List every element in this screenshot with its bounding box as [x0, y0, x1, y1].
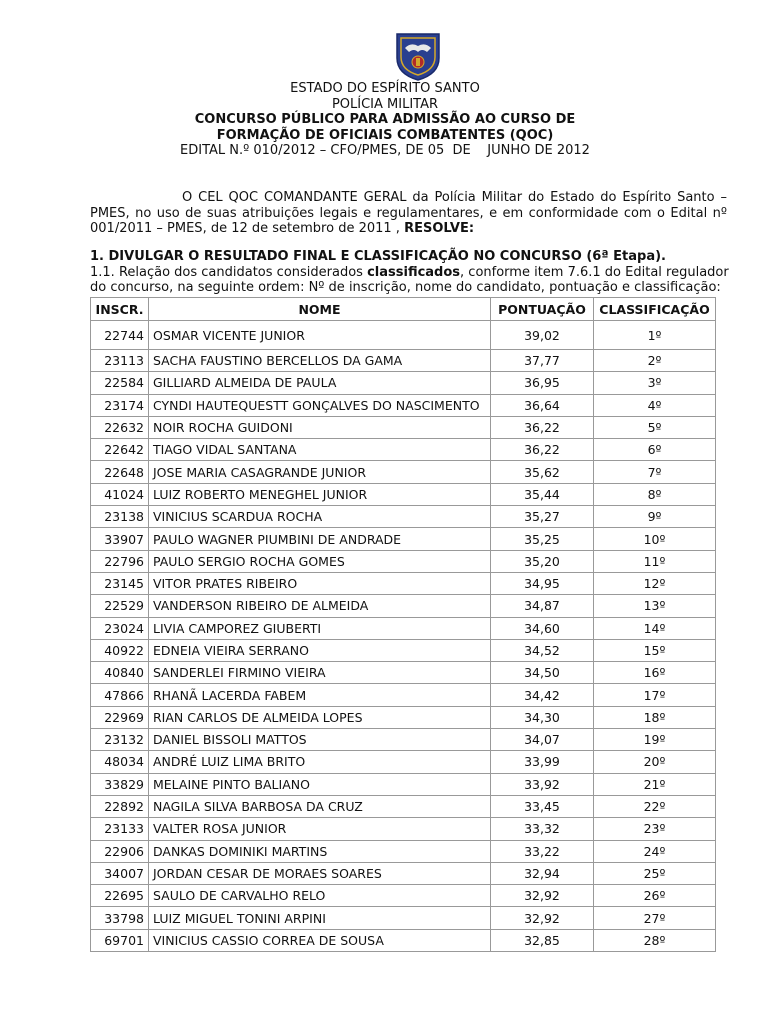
table-row: [91, 572, 716, 594]
cell-nome: GILLIARD ALMEIDA DE PAULA: [149, 372, 491, 394]
policia-militar-seal-icon: [393, 30, 443, 82]
cell-classificacao: 7º: [594, 461, 716, 483]
cell-classificacao: 6º: [594, 439, 716, 461]
table-row: [91, 907, 716, 929]
cell-nome: PAULO WAGNER PIUMBINI DE ANDRADE: [149, 528, 491, 550]
cell-inscr: 22648: [91, 461, 149, 483]
cell-inscr: 41024: [91, 483, 149, 505]
cell-nome: VINICIUS SCARDUA ROCHA: [149, 506, 491, 528]
cell-nome: NOIR ROCHA GUIDONI: [149, 416, 491, 438]
cell-classificacao: 15º: [594, 639, 716, 661]
table-row: [91, 706, 716, 728]
cell-pontuacao: 32,94: [491, 862, 594, 884]
sub-bold: classificados: [367, 265, 461, 280]
cell-inscr: 40840: [91, 662, 149, 684]
table-row: [91, 350, 716, 372]
table-row: [91, 483, 716, 505]
table-row: [91, 321, 716, 350]
intro-paragraph: [90, 190, 727, 237]
col-header-nome: NOME: [149, 298, 491, 321]
cell-nome: JOSE MARIA CASAGRANDE JUNIOR: [149, 461, 491, 483]
cell-classificacao: 10º: [594, 528, 716, 550]
intro-resolve: RESOLVE:: [404, 221, 475, 236]
cell-pontuacao: 36,22: [491, 416, 594, 438]
cell-inscr: 22695: [91, 885, 149, 907]
cell-nome: EDNEIA VIEIRA SERRANO: [149, 639, 491, 661]
cell-pontuacao: 32,85: [491, 929, 594, 951]
col-header-classificacao: CLASSIFICAÇÃO: [594, 298, 716, 321]
cell-nome: OSMAR VICENTE JUNIOR: [149, 321, 491, 350]
cell-nome: LUIZ MIGUEL TONINI ARPINI: [149, 907, 491, 929]
cell-classificacao: 27º: [594, 907, 716, 929]
cell-classificacao: 11º: [594, 550, 716, 572]
cell-classificacao: 18º: [594, 706, 716, 728]
section-title: 1. DIVULGAR O RESULTADO FINAL E CLASSIFICAÇÃO NO CONCURSO (6ª Etapa).: [90, 249, 666, 264]
table-row: [91, 506, 716, 528]
cell-nome: SACHA FAUSTINO BERCELLOS DA GAMA: [149, 350, 491, 372]
cell-inscr: 23174: [91, 394, 149, 416]
table-row: [91, 528, 716, 550]
cell-classificacao: 4º: [594, 394, 716, 416]
cell-inscr: 22642: [91, 439, 149, 461]
sub-before: 1.1. Relação dos candidatos considerados: [90, 265, 363, 280]
cell-inscr: 34007: [91, 862, 149, 884]
cell-inscr: 23113: [91, 350, 149, 372]
cell-classificacao: 26º: [594, 885, 716, 907]
header-contest-title: CONCURSO PÚBLICO PARA ADMISSÃO AO CURSO DE: [194, 112, 576, 127]
table-row: [91, 773, 716, 795]
cell-inscr: 23133: [91, 818, 149, 840]
cell-classificacao: 12º: [594, 572, 716, 594]
table-row: [91, 617, 716, 639]
table-row: [91, 439, 716, 461]
table-row: [91, 818, 716, 840]
cell-pontuacao: 35,25: [491, 528, 594, 550]
sub-after: , conforme item 7.6.1 do Edital regulador do concurso, na seguinte ordem: Nº de inscrição, nome do candidato, pontuação e classificação:: [90, 265, 729, 295]
cell-classificacao: 22º: [594, 795, 716, 817]
table-row: [91, 394, 716, 416]
cell-classificacao: 8º: [594, 483, 716, 505]
cell-inscr: 23132: [91, 729, 149, 751]
cell-nome: SAULO DE CARVALHO RELO: [149, 885, 491, 907]
header-edital: EDITAL N.º 010/2012 – CFO/PMES, DE 05 DE JUNHO DE 2012: [180, 143, 590, 158]
cell-inscr: 22632: [91, 416, 149, 438]
cell-pontuacao: 33,22: [491, 840, 594, 862]
cell-pontuacao: 36,95: [491, 372, 594, 394]
cell-nome: PAULO SERGIO ROCHA GOMES: [149, 550, 491, 572]
cell-pontuacao: 35,62: [491, 461, 594, 483]
cell-pontuacao: 34,30: [491, 706, 594, 728]
cell-classificacao: 25º: [594, 862, 716, 884]
cell-inscr: 23138: [91, 506, 149, 528]
header-course-title: FORMAÇÃO DE OFICIAIS COMBATENTES (QOC): [216, 127, 554, 143]
header-state: ESTADO DO ESPÍRITO SANTO: [290, 81, 480, 96]
cell-classificacao: 9º: [594, 506, 716, 528]
cell-inscr: 33829: [91, 773, 149, 795]
table-row: [91, 885, 716, 907]
col-header-pontuacao: PONTUAÇÃO: [491, 298, 594, 321]
cell-inscr: 47866: [91, 684, 149, 706]
cell-inscr: 40922: [91, 639, 149, 661]
cell-nome: DANIEL BISSOLI MATTOS: [149, 729, 491, 751]
cell-nome: JORDAN CESAR DE MORAES SOARES: [149, 862, 491, 884]
cell-pontuacao: 34,95: [491, 572, 594, 594]
cell-inscr: 22796: [91, 550, 149, 572]
table-row: [91, 729, 716, 751]
cell-inscr: 22744: [91, 321, 149, 350]
cell-classificacao: 24º: [594, 840, 716, 862]
cell-pontuacao: 32,92: [491, 907, 594, 929]
cell-classificacao: 3º: [594, 372, 716, 394]
header-institution: POLÍCIA MILITAR: [331, 96, 439, 112]
cell-nome: NAGILA SILVA BARBOSA DA CRUZ: [149, 795, 491, 817]
table-row: [91, 416, 716, 438]
cell-inscr: 22584: [91, 372, 149, 394]
cell-nome: DANKAS DOMINIKI MARTINS: [149, 840, 491, 862]
table-row: [91, 372, 716, 394]
cell-pontuacao: 34,52: [491, 639, 594, 661]
cell-nome: LUIZ ROBERTO MENEGHEL JUNIOR: [149, 483, 491, 505]
document-header: [0, 81, 770, 159]
table-row: [91, 840, 716, 862]
cell-classificacao: 13º: [594, 595, 716, 617]
cell-classificacao: 28º: [594, 929, 716, 951]
cell-inscr: 22969: [91, 706, 149, 728]
cell-nome: VITOR PRATES RIBEIRO: [149, 572, 491, 594]
cell-classificacao: 2º: [594, 350, 716, 372]
cell-pontuacao: 34,87: [491, 595, 594, 617]
cell-pontuacao: 34,07: [491, 729, 594, 751]
cell-pontuacao: 33,45: [491, 795, 594, 817]
table-row: [91, 662, 716, 684]
cell-classificacao: 5º: [594, 416, 716, 438]
cell-classificacao: 16º: [594, 662, 716, 684]
intro-text: O CEL QOC COMANDANTE GERAL da Polícia Militar do Estado do Espírito Santo – PMES, no uso de suas atribuições legais e regulamentares, e em conformidade com o Edital nº 001/2011 – PMES, de 12 de setembro de 2011 ,: [90, 190, 727, 236]
cell-pontuacao: 36,64: [491, 394, 594, 416]
cell-inscr: 33798: [91, 907, 149, 929]
table-row: [91, 639, 716, 661]
table-row: [91, 550, 716, 572]
cell-inscr: 22892: [91, 795, 149, 817]
cell-classificacao: 23º: [594, 818, 716, 840]
cell-pontuacao: 35,44: [491, 483, 594, 505]
cell-nome: VANDERSON RIBEIRO DE ALMEIDA: [149, 595, 491, 617]
cell-nome: VINICIUS CASSIO CORREA DE SOUSA: [149, 929, 491, 951]
cell-inscr: 33907: [91, 528, 149, 550]
cell-classificacao: 21º: [594, 773, 716, 795]
cell-classificacao: 1º: [594, 321, 716, 350]
cell-pontuacao: 34,60: [491, 617, 594, 639]
cell-nome: MELAINE PINTO BALIANO: [149, 773, 491, 795]
table-row: [91, 684, 716, 706]
cell-nome: VALTER ROSA JUNIOR: [149, 818, 491, 840]
cell-pontuacao: 33,92: [491, 773, 594, 795]
cell-nome: TIAGO VIDAL SANTANA: [149, 439, 491, 461]
col-header-inscr: INSCR.: [91, 298, 149, 321]
cell-inscr: 69701: [91, 929, 149, 951]
table-row: [91, 929, 716, 951]
cell-pontuacao: 33,99: [491, 751, 594, 773]
table-row: [91, 795, 716, 817]
section-subtitle: [90, 266, 730, 295]
cell-inscr: 23145: [91, 572, 149, 594]
results-table: [90, 297, 716, 952]
cell-nome: CYNDI HAUTEQUESTT GONÇALVES DO NASCIMENTO: [149, 394, 491, 416]
cell-nome: ANDRÉ LUIZ LIMA BRITO: [149, 751, 491, 773]
cell-nome: SANDERLEI FIRMINO VIEIRA: [149, 662, 491, 684]
table-row: [91, 862, 716, 884]
cell-pontuacao: 34,42: [491, 684, 594, 706]
cell-pontuacao: 32,92: [491, 885, 594, 907]
table-row: [91, 461, 716, 483]
cell-inscr: 48034: [91, 751, 149, 773]
table-header-row: [91, 298, 716, 321]
cell-inscr: 22529: [91, 595, 149, 617]
cell-classificacao: 19º: [594, 729, 716, 751]
cell-inscr: 22906: [91, 840, 149, 862]
cell-pontuacao: 39,02: [491, 321, 594, 350]
table-body: [91, 321, 716, 952]
cell-classificacao: 20º: [594, 751, 716, 773]
cell-nome: LIVIA CAMPOREZ GIUBERTI: [149, 617, 491, 639]
cell-classificacao: 17º: [594, 684, 716, 706]
cell-pontuacao: 37,77: [491, 350, 594, 372]
cell-classificacao: 14º: [594, 617, 716, 639]
cell-pontuacao: 36,22: [491, 439, 594, 461]
cell-pontuacao: 35,27: [491, 506, 594, 528]
table-row: [91, 751, 716, 773]
cell-nome: RIAN CARLOS DE ALMEIDA LOPES: [149, 706, 491, 728]
cell-pontuacao: 34,50: [491, 662, 594, 684]
cell-pontuacao: 33,32: [491, 818, 594, 840]
cell-nome: RHANÃ LACERDA FABEM: [149, 684, 491, 706]
table-row: [91, 595, 716, 617]
cell-pontuacao: 35,20: [491, 550, 594, 572]
cell-inscr: 23024: [91, 617, 149, 639]
